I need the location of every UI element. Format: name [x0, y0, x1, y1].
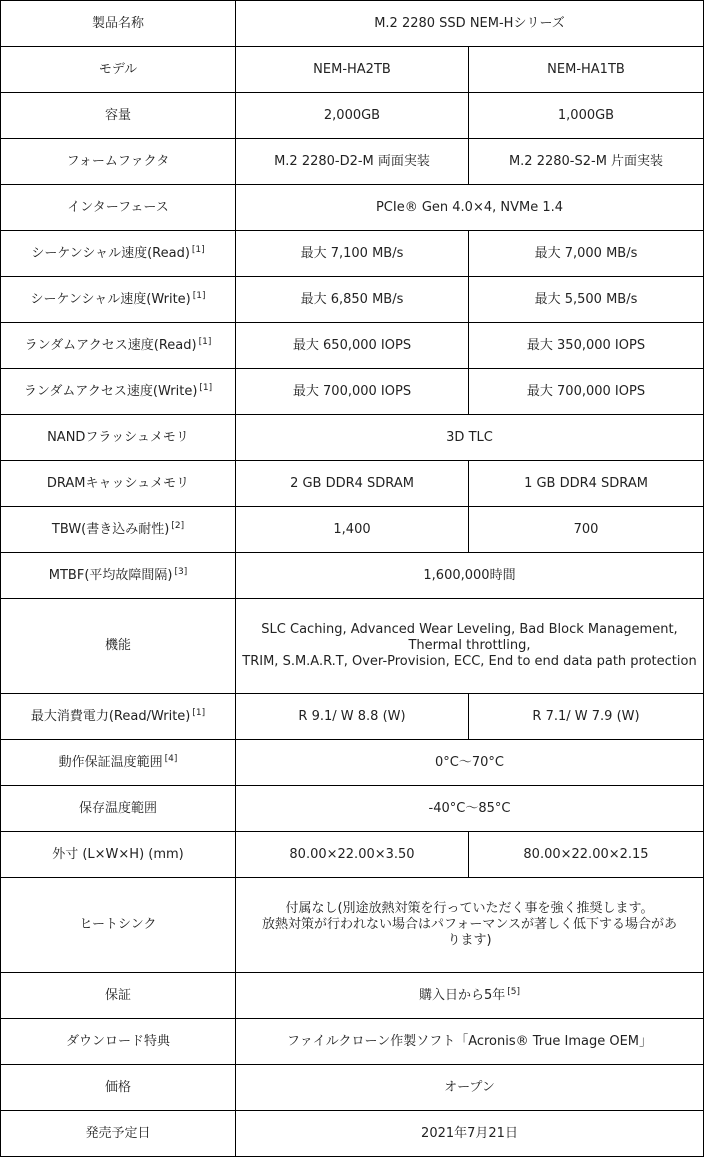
- value-model-2tb: NEM-HA2TB: [236, 47, 469, 93]
- label-seq-read: シーケンシャル速度(Read) [1]: [1, 231, 236, 277]
- label-form-factor: フォームファクタ: [1, 139, 236, 185]
- footnote-ref: [1]: [192, 707, 206, 718]
- row-op-temp: [1, 740, 704, 786]
- value-heatsink: [236, 878, 704, 973]
- label-product-name: 製品名称: [1, 1, 236, 47]
- label-capacity: 容量: [1, 93, 236, 139]
- value-rand-read-1tb: 最大 350,000 IOPS: [469, 323, 704, 369]
- label-max-power: 最大消費電力(Read/Write) [1]: [1, 694, 236, 740]
- row-max-power: [1, 694, 704, 740]
- value-rand-read-2tb: 最大 650,000 IOPS: [236, 323, 469, 369]
- value-capacity-2tb: 2,000GB: [236, 93, 469, 139]
- value-seq-read-2tb: 最大 7,100 MB/s: [236, 231, 469, 277]
- value-tbw-1tb: 700: [469, 507, 704, 553]
- row-nand: [1, 415, 704, 461]
- heatsink-line: 放熱対策が行われない場合はパフォーマンスが著しく低下する場合があ: [262, 917, 677, 932]
- value-mtbf: 1,600,000時間: [236, 553, 704, 599]
- value-capacity-1tb: 1,000GB: [469, 93, 704, 139]
- label-op-temp: 動作保証温度範囲 [4]: [1, 740, 236, 786]
- label-dram: DRAMキャッシュメモリ: [1, 461, 236, 507]
- features-line: TRIM, S.M.A.R.T, Over-Provision, ECC, End to end data path protection: [242, 654, 697, 669]
- row-seq-read: [1, 231, 704, 277]
- label-dimensions: 外寸 (L×W×H) (mm): [1, 832, 236, 878]
- label-storage-temp: 保存温度範囲: [1, 786, 236, 832]
- row-dram: [1, 461, 704, 507]
- value-download-bonus: ファイルクローン作製ソフト「Acronis® True Image OEM」: [236, 1019, 704, 1065]
- label-release-date: 発売予定日: [1, 1111, 236, 1157]
- label-tbw: TBW(書き込み耐性) [2]: [1, 507, 236, 553]
- footnote-ref: [2]: [171, 520, 185, 531]
- value-form-factor-2tb: M.2 2280-D2-M 両面実装: [236, 139, 469, 185]
- value-dimensions-1tb: 80.00×22.00×2.15: [469, 832, 704, 878]
- label-interface: インターフェース: [1, 185, 236, 231]
- value-seq-write-1tb: 最大 5,500 MB/s: [469, 277, 704, 323]
- heatsink-line: ります): [447, 933, 492, 948]
- value-rand-write-1tb: 最大 700,000 IOPS: [469, 369, 704, 415]
- row-model: [1, 47, 704, 93]
- label-model: モデル: [1, 47, 236, 93]
- footnote-ref: [5]: [507, 986, 521, 997]
- value-features: [236, 599, 704, 694]
- row-heatsink: [1, 878, 704, 973]
- heatsink-line: 付属なし(別途放熱対策を行っていただく事を強く推奨します。: [285, 901, 654, 916]
- value-max-power-1tb: R 7.1/ W 7.9 (W): [469, 694, 704, 740]
- row-features: [1, 599, 704, 694]
- value-price: オープン: [236, 1065, 704, 1111]
- row-rand-write: [1, 369, 704, 415]
- row-storage-temp: [1, 786, 704, 832]
- row-download-bonus: [1, 1019, 704, 1065]
- row-form-factor: [1, 139, 704, 185]
- label-seq-write: シーケンシャル速度(Write) [1]: [1, 277, 236, 323]
- row-rand-read: [1, 323, 704, 369]
- footnote-ref: [1]: [198, 336, 212, 347]
- value-warranty: 購入日から5年 [5]: [236, 973, 704, 1019]
- value-dram-2tb: 2 GB DDR4 SDRAM: [236, 461, 469, 507]
- value-product-name: M.2 2280 SSD NEM-Hシリーズ: [236, 1, 704, 47]
- row-release-date: [1, 1111, 704, 1157]
- label-price: 価格: [1, 1065, 236, 1111]
- value-model-1tb: NEM-HA1TB: [469, 47, 704, 93]
- label-nand: NANDフラッシュメモリ: [1, 415, 236, 461]
- row-product-name: [1, 1, 704, 47]
- footnote-ref: [3]: [174, 566, 188, 577]
- footnote-ref: [4]: [164, 753, 178, 764]
- label-warranty: 保証: [1, 973, 236, 1019]
- features-line: Thermal throttling,: [408, 638, 531, 653]
- row-dimensions: [1, 832, 704, 878]
- label-mtbf: MTBF(平均故障間隔) [3]: [1, 553, 236, 599]
- value-op-temp: 0°C〜70°C: [236, 740, 704, 786]
- value-max-power-2tb: R 9.1/ W 8.8 (W): [236, 694, 469, 740]
- row-tbw: [1, 507, 704, 553]
- label-rand-read: ランダムアクセス速度(Read) [1]: [1, 323, 236, 369]
- features-line: SLC Caching, Advanced Wear Leveling, Bad Block Management,: [261, 622, 678, 637]
- label-download-bonus: ダウンロード特典: [1, 1019, 236, 1065]
- footnote-ref: [1]: [191, 244, 205, 255]
- row-warranty: [1, 973, 704, 1019]
- label-rand-write: ランダムアクセス速度(Write) [1]: [1, 369, 236, 415]
- footnote-ref: [1]: [199, 382, 213, 393]
- value-interface: PCIe® Gen 4.0×4, NVMe 1.4: [236, 185, 704, 231]
- value-storage-temp: -40°C〜85°C: [236, 786, 704, 832]
- label-features: 機能: [1, 599, 236, 694]
- value-rand-write-2tb: 最大 700,000 IOPS: [236, 369, 469, 415]
- value-nand: 3D TLC: [236, 415, 704, 461]
- label-heatsink: ヒートシンク: [1, 878, 236, 973]
- row-price: [1, 1065, 704, 1111]
- value-seq-write-2tb: 最大 6,850 MB/s: [236, 277, 469, 323]
- footnote-ref: [1]: [192, 290, 206, 301]
- value-dram-1tb: 1 GB DDR4 SDRAM: [469, 461, 704, 507]
- row-capacity: [1, 93, 704, 139]
- value-dimensions-2tb: 80.00×22.00×3.50: [236, 832, 469, 878]
- row-seq-write: [1, 277, 704, 323]
- value-tbw-2tb: 1,400: [236, 507, 469, 553]
- row-mtbf: [1, 553, 704, 599]
- value-seq-read-1tb: 最大 7,000 MB/s: [469, 231, 704, 277]
- value-release-date: 2021年7月21日: [236, 1111, 704, 1157]
- value-form-factor-1tb: M.2 2280-S2-M 片面実装: [469, 139, 704, 185]
- row-interface: [1, 185, 704, 231]
